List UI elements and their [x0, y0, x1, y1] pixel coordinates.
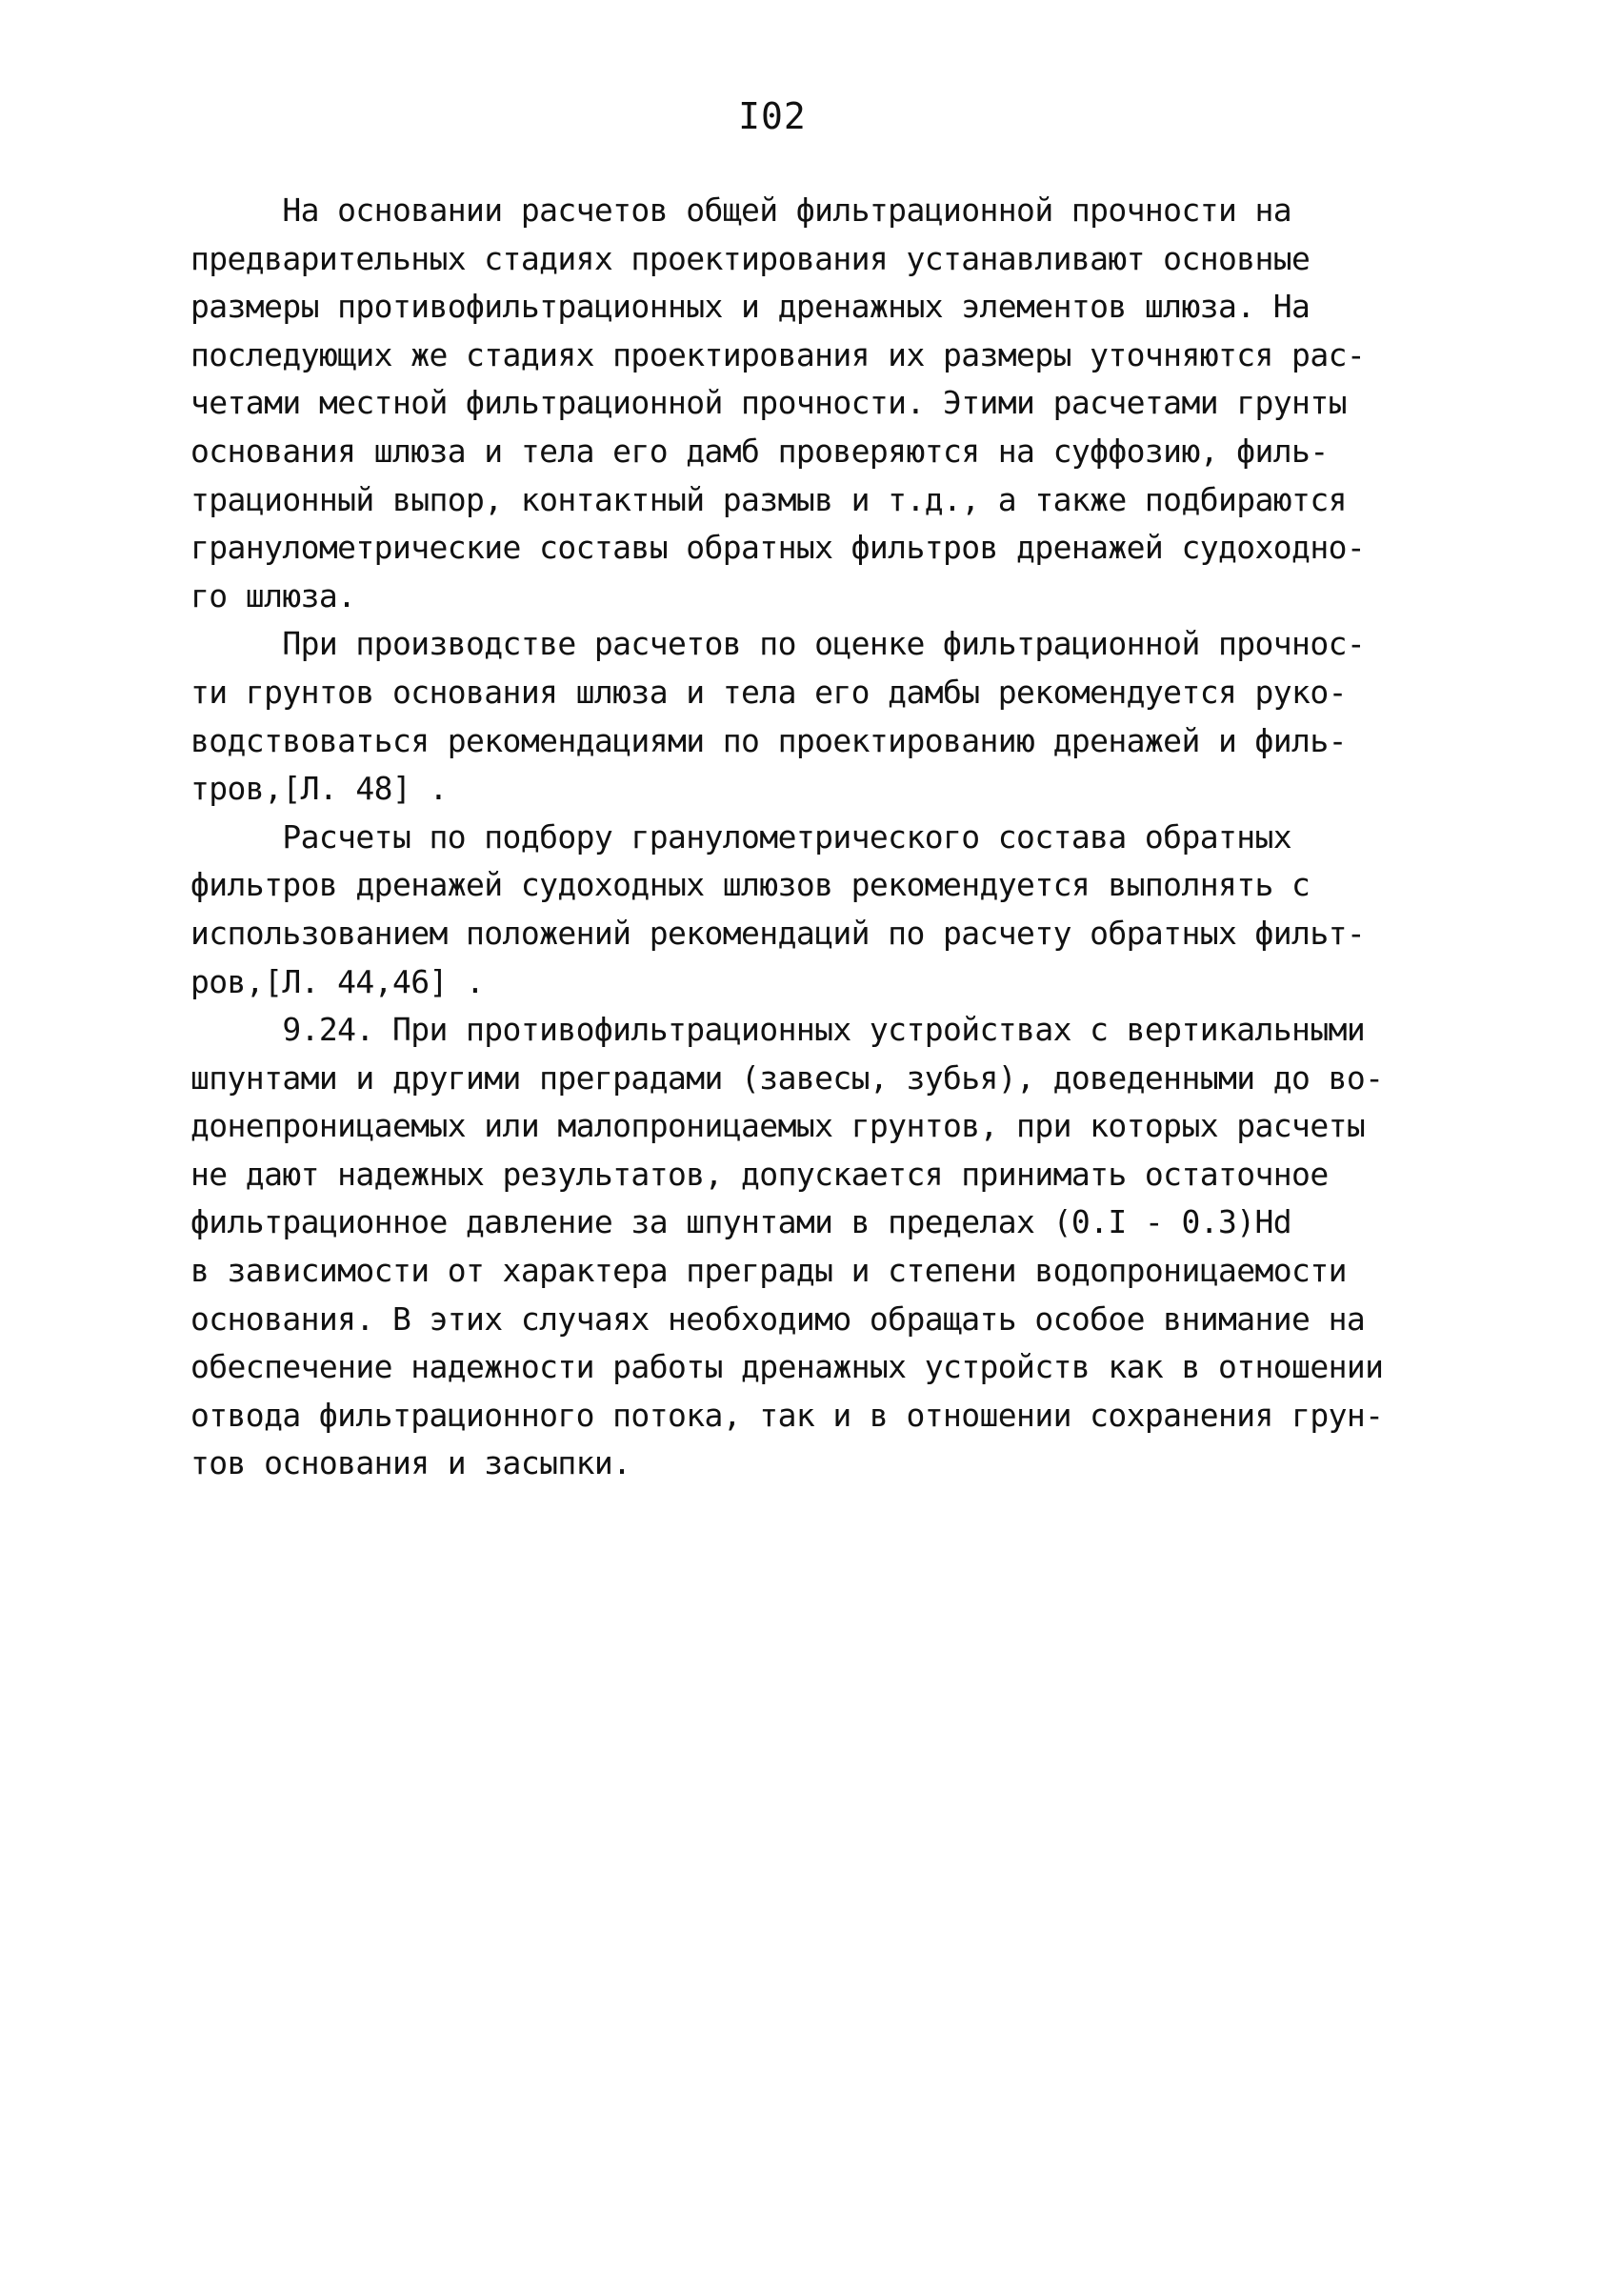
text-line: тров,[Л. 48] .: [190, 770, 448, 808]
text-line: При производстве расчетов по оценке фильтрационной прочнос-: [190, 625, 1366, 663]
text-line: предварительных стадиях проектирования устанавливают основные: [190, 239, 1311, 277]
text-line: фильтров дренажей судоходных шлюзов рекомендуется выполнять с: [190, 866, 1311, 904]
text-line: шпунтами и другими преградами (завесы, зубья), доведенными до во-: [190, 1058, 1384, 1097]
text-line: отвода фильтрационного потока, так и в отношении сохранения грун-: [190, 1396, 1384, 1434]
text-line: На основании расчетов общей фильтрационной прочности на: [190, 191, 1292, 229]
text-line: использованием положений рекомендаций по расчету обратных фильт-: [190, 914, 1366, 952]
text-line: ти грунтов основания шлюза и тела его дамбы рекомендуется руко-: [190, 673, 1347, 711]
text-line: ров,[Л. 44,46] .: [190, 962, 485, 1000]
text-line: в зависимости от характера преграды и степени водопроницаемости: [190, 1252, 1347, 1290]
text-line: основания шлюза и тела его дамб проверяются на суффозию, филь-: [190, 432, 1329, 470]
page-number: I02: [738, 95, 807, 137]
text-line: фильтрационное давление за шпунтами в пределах (0.I - 0.3)Hd: [190, 1203, 1292, 1241]
text-line: основания. В этих случаях необходимо обращать особое внимание на: [190, 1299, 1366, 1338]
text-line: Расчеты по подбору гранулометрического состава обратных: [190, 817, 1292, 856]
text-line: го шлюза.: [190, 576, 356, 614]
text-line: донепроницаемых или малопроницаемых грунтов, при которых расчеты: [190, 1107, 1366, 1145]
text-line: водствоваться рекомендациями по проектированию дренажей и филь-: [190, 721, 1347, 759]
text-line: обеспечение надежности работы дренажных устройств как в отношении: [190, 1348, 1384, 1386]
text-line: трационный выпор, контактный размыв и т.д., а также подбираются: [190, 480, 1347, 518]
text-line: размеры противофильтрационных и дренажных элементов шлюза. На: [190, 288, 1311, 326]
text-line: 9.24. При противофильтрационных устройствах с вертикальными: [190, 1011, 1366, 1049]
text-line: четами местной фильтрационной прочности. Этими расчетами грунты: [190, 384, 1347, 422]
text-line: тов основания и засыпки.: [190, 1444, 631, 1482]
document-body: [190, 187, 1457, 1488]
text-line: гранулометрические составы обратных фильтров дренажей судоходно-: [190, 529, 1366, 567]
text-line: не дают надежных результатов, допускается принимать остаточное: [190, 1155, 1329, 1193]
text-line: последующих же стадиях проектирования их размеры уточняются рас-: [190, 335, 1366, 373]
